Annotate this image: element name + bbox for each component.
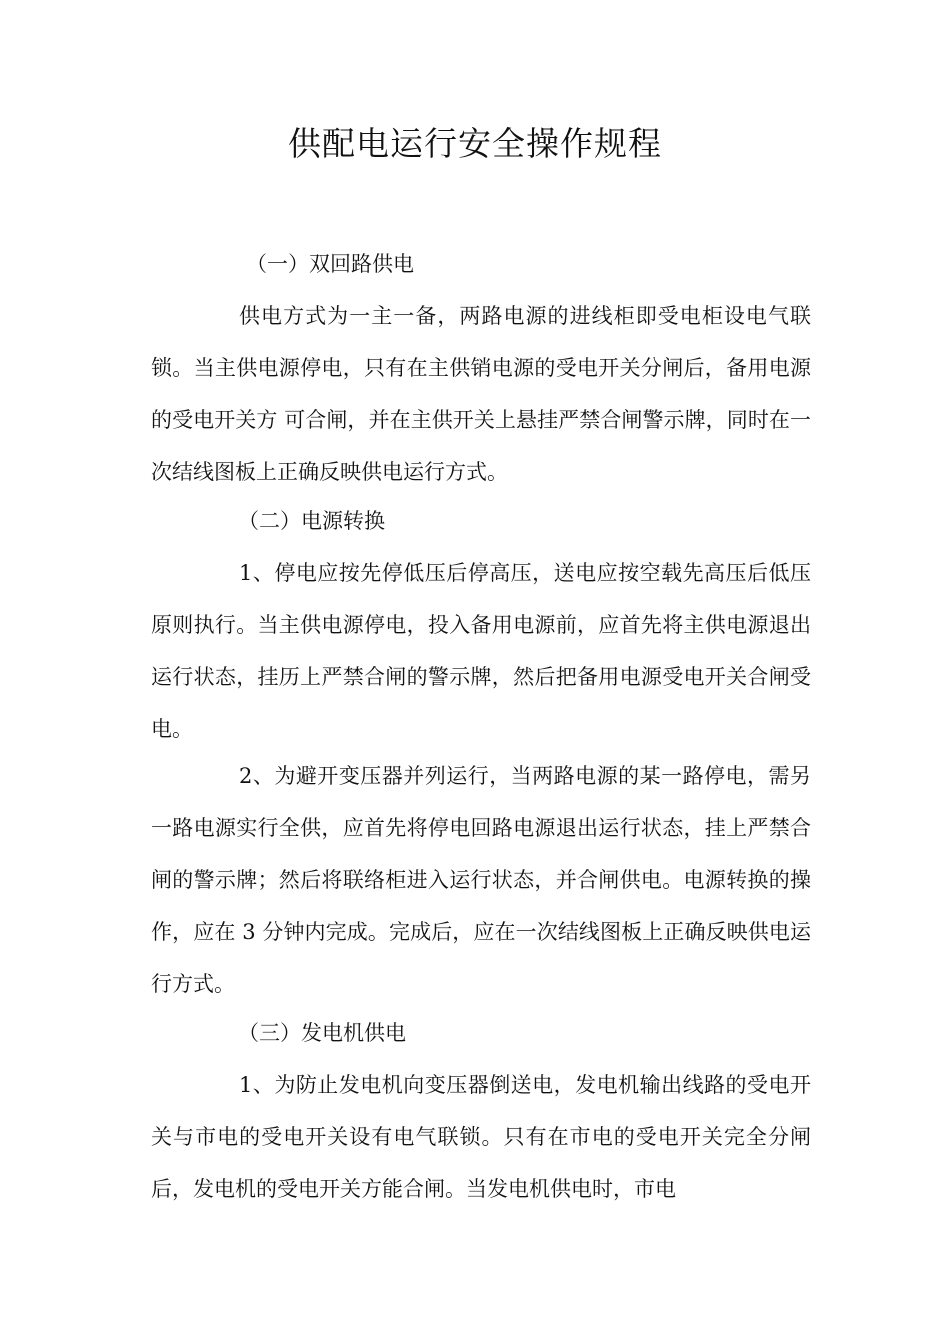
document-title: 供配电运行安全操作规程 (288, 124, 662, 163)
section-heading-1: （一）双回路供电 (246, 252, 414, 276)
section-3-paragraph-1: 1、为防止发电机向变压器倒送电，发电机输出线路的受电开关与市电的受电开关设有电气联锁。只有在市电的受电开关完全分闸后，发电机的受电开关方能合闸。当发电机供电时，市电 (151, 1073, 811, 1201)
section-heading-2: （二）电源转换 (238, 509, 385, 533)
section-1-paragraph-1: 供电方式为一主一备，两路电源的进线柜即受电柜设电气联锁。当主供电源停电，只有在主供销电源的受电开关分闸后，备用电源的受电开关方 可合闸，并在主供开关上悬挂严禁合闸警示牌，同时在一次结线图板上正确反映供电运行方式。 (151, 304, 811, 484)
section-2-paragraph-2: 2、为避开变压器并列运行，当两路电源的某一路停电，需另一路电源实行全供，应首先将停电回路电源退出运行状态，挂上严禁合闸的警示牌；然后将联络柜进入运行状态，并合闸供电。电源转换的操作，应在 3 分钟内完成。完成后，应在一次结线图板上正确反映供电运行方式。 (151, 764, 811, 996)
section-heading-3: （三）发电机供电 (238, 1021, 406, 1045)
section-2-paragraph-1: 1、停电应按先停低压后停高压，送电应按空载先高压后低压原则执行。当主供电源停电，投入备用电源前，应首先将主供电源退出运行状态，挂历上严禁合闸的警示牌，然后把备用电源受电开关合闸受电。 (151, 561, 811, 741)
